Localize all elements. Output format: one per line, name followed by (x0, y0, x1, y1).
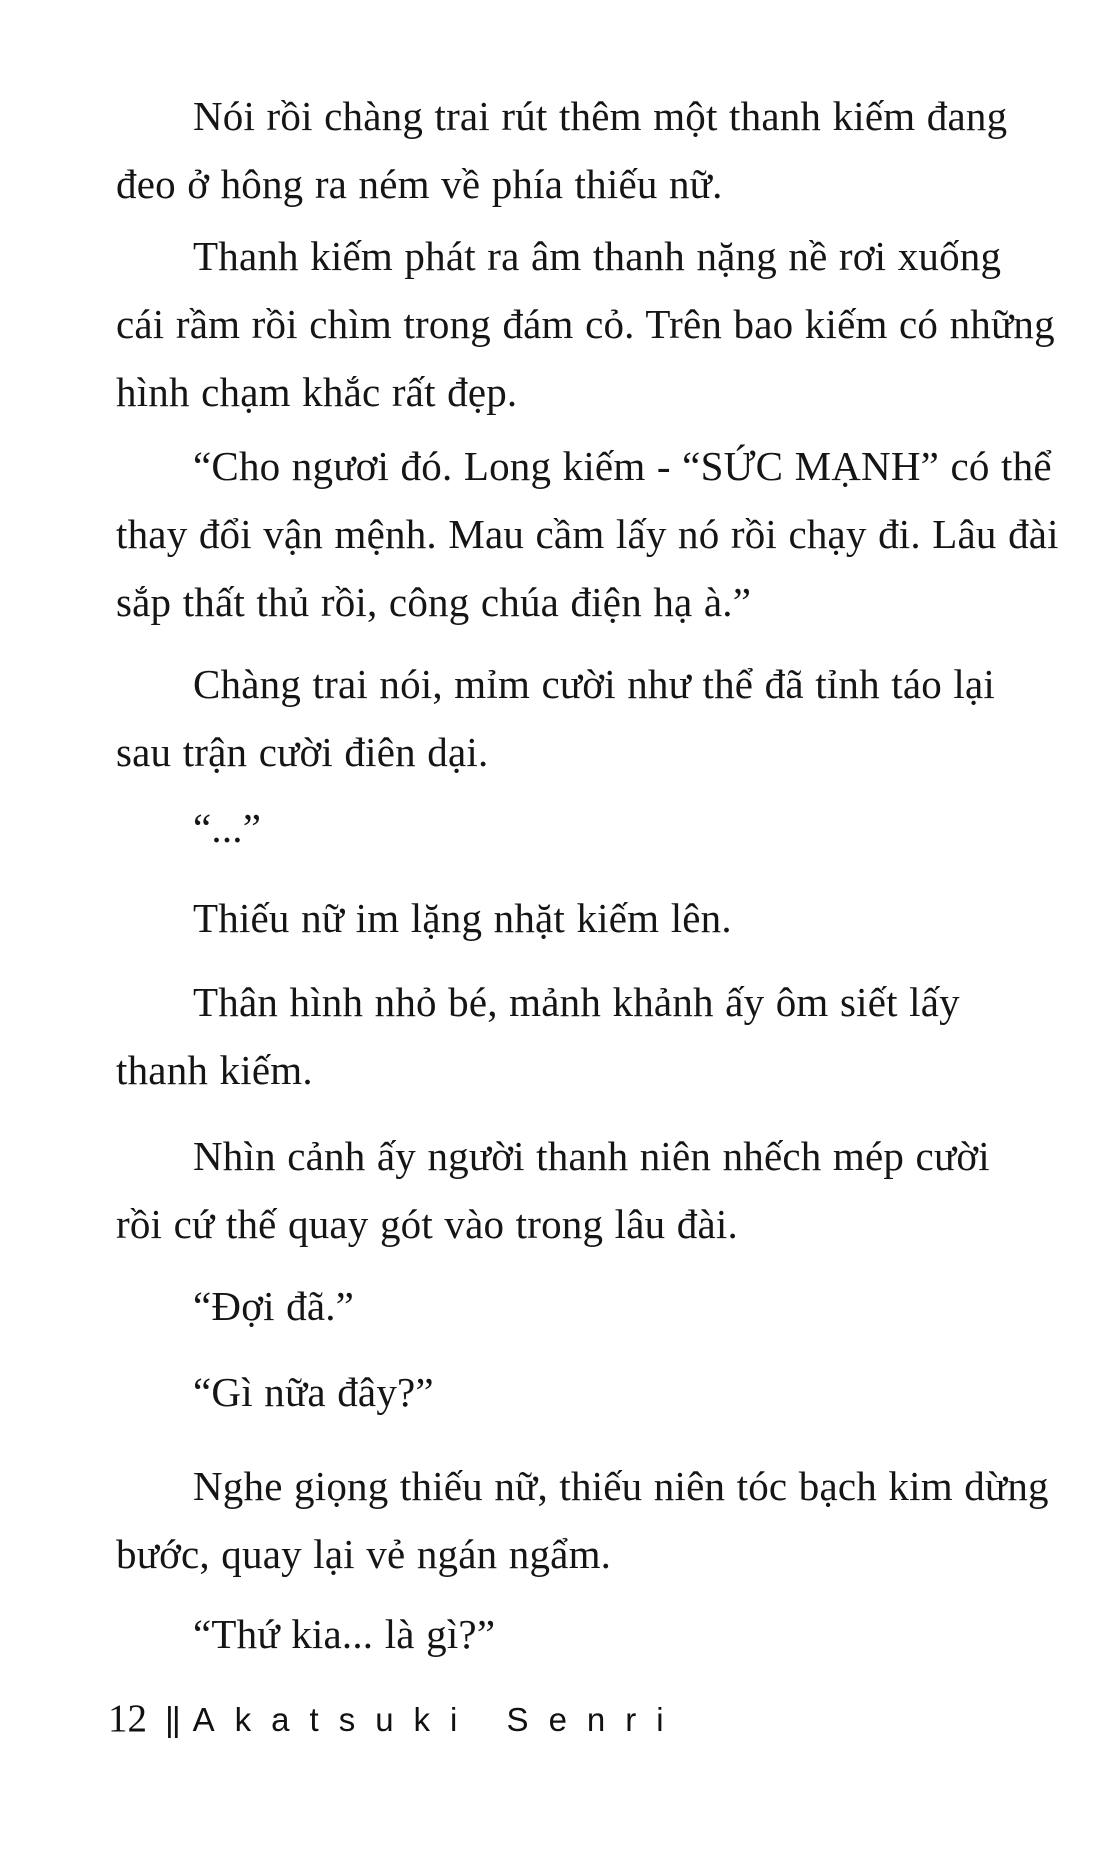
text-line: “Đợi đã.” (193, 1283, 355, 1329)
paragraph (116, 432, 1090, 636)
text-line: Chàng trai nói, mỉm cười như thể đã tỉnh táo lại (193, 661, 995, 707)
text-line: Thiếu nữ im lặng nhặt kiếm lên. (193, 895, 732, 941)
page-footer (108, 1696, 684, 1744)
paragraph (116, 222, 1090, 426)
text-line: Nghe giọng thiếu nữ, thiếu niên tóc bạch kim dừng (193, 1463, 1049, 1509)
text-line: “Thứ kia... là gì?” (193, 1611, 496, 1657)
text-line: cái rầm rồi chìm trong đám cỏ. Trên bao kiếm có những (116, 301, 1055, 347)
text-line: thay đổi vận mệnh. Mau cầm lấy nó rồi chạy đi. Lâu đài (116, 511, 1059, 557)
paragraph (116, 884, 1090, 952)
paragraph (116, 82, 1090, 218)
text-line: “...” (193, 805, 262, 851)
paragraph (116, 650, 1090, 786)
text-line: rồi cứ thế quay gót vào trong lâu đài. (116, 1201, 738, 1247)
paragraph (116, 1600, 1090, 1668)
paragraph (116, 1358, 1090, 1426)
text-line: sắp thất thủ rồi, công chúa điện hạ à.” (116, 579, 752, 625)
footer-separator: || (165, 1701, 179, 1739)
paragraph (116, 1272, 1090, 1340)
text-line: sau trận cười điên dại. (116, 729, 489, 775)
text-line: đeo ở hông ra ném về phía thiếu nữ. (116, 161, 723, 207)
text-line: hình chạm khắc rất đẹp. (116, 369, 518, 415)
author-name: Akatsuki Senri (192, 1701, 684, 1738)
text-line: Nói rồi chàng trai rút thêm một thanh kiếm đang (193, 93, 1008, 139)
paragraph (116, 794, 1090, 862)
text-line: “Cho ngươi đó. Long kiếm - “SỨC MẠNH” có thể (193, 443, 1052, 489)
paragraph (116, 1452, 1090, 1588)
text-line: Thanh kiếm phát ra âm thanh nặng nề rơi xuống (193, 233, 1002, 279)
text-line: “Gì nữa đây?” (193, 1369, 434, 1415)
paragraph (116, 1122, 1090, 1258)
page-number: 12 (108, 1697, 147, 1740)
paragraph (116, 968, 1090, 1104)
text-line: Thân hình nhỏ bé, mảnh khảnh ấy ôm siết lấy (193, 979, 960, 1025)
text-line: bước, quay lại vẻ ngán ngẩm. (116, 1531, 612, 1577)
text-line: Nhìn cảnh ấy người thanh niên nhếch mép cười (193, 1133, 990, 1179)
text-line: thanh kiếm. (116, 1047, 313, 1093)
